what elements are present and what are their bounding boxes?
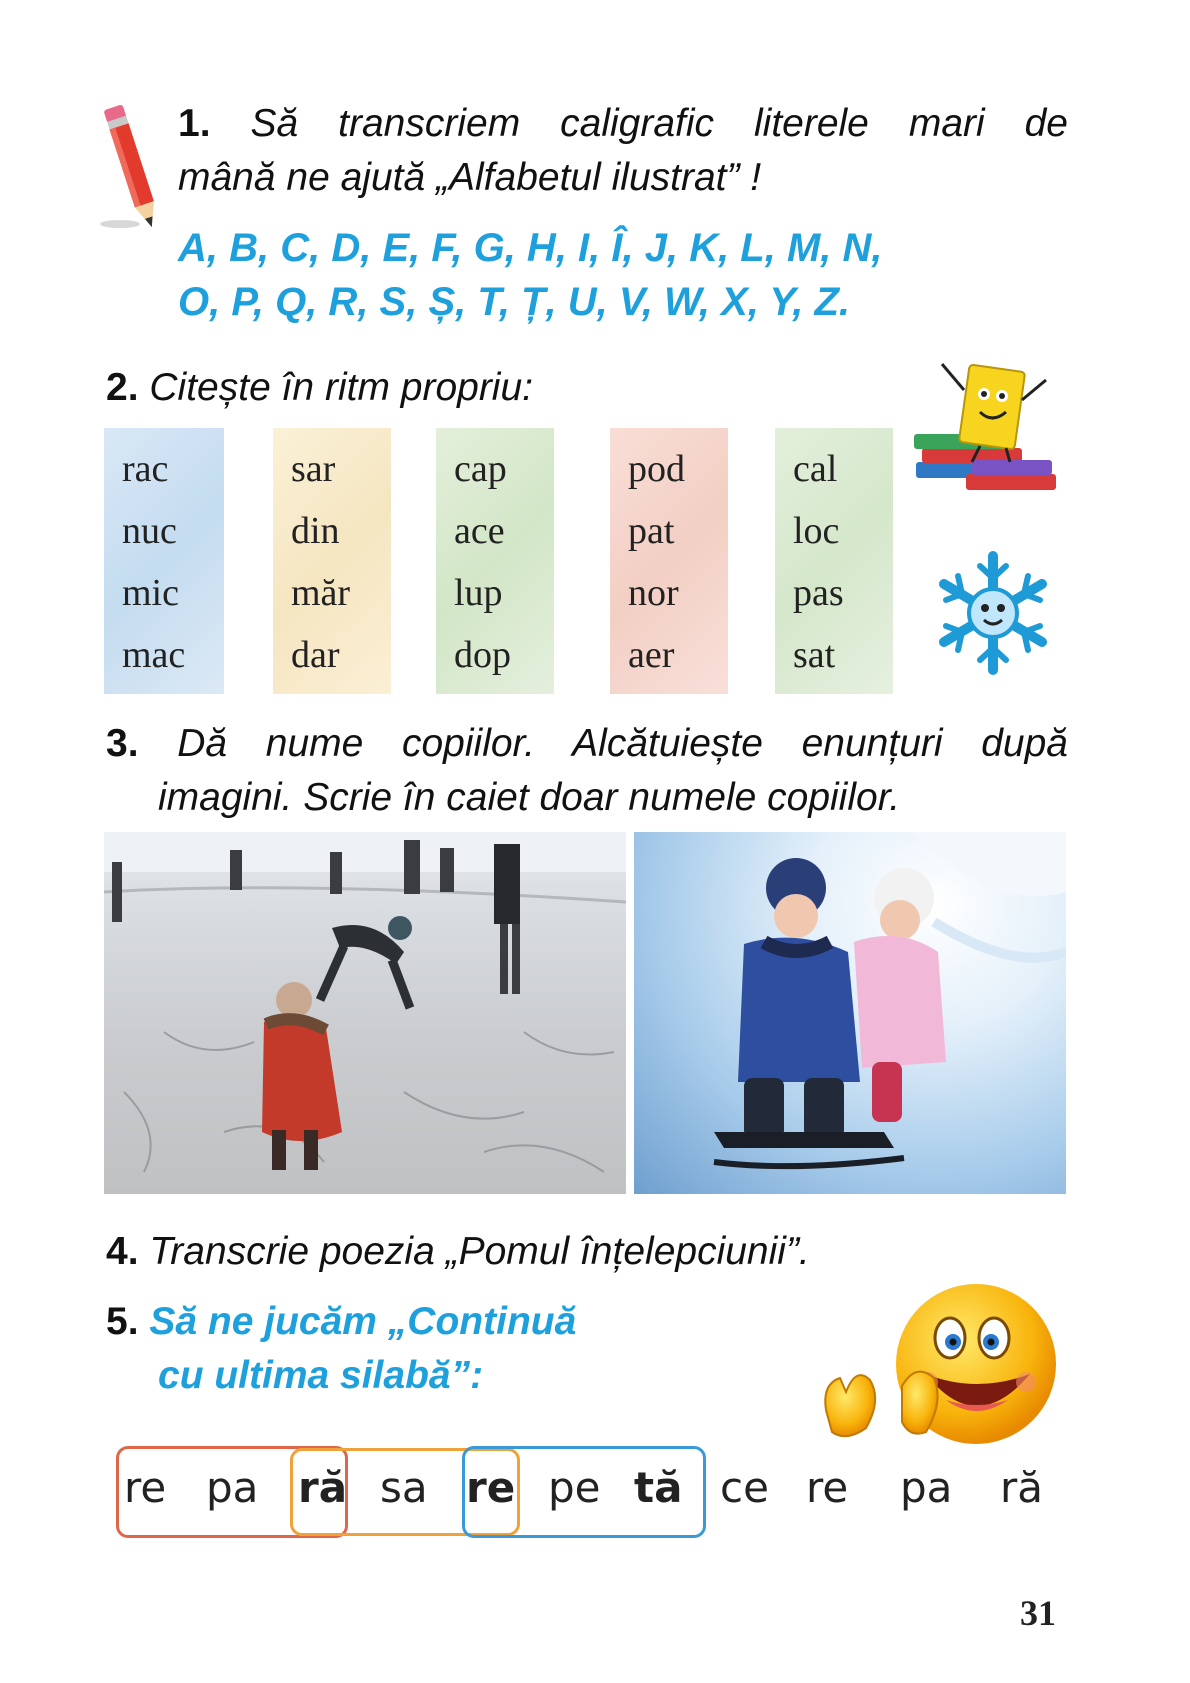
syllable: pe (548, 1463, 601, 1512)
word: măr (291, 572, 351, 614)
photo-children-playing-snow (104, 832, 626, 1194)
syllable: pa (900, 1463, 953, 1512)
word: mac (122, 634, 186, 676)
word: din (291, 510, 340, 552)
word: rac (122, 448, 169, 490)
word: cap (454, 448, 507, 490)
alphabet-line-1: A, B, C, D, E, F, G, H, I, Î, J, K, L, M, N, (178, 226, 883, 270)
exercise-3-instruction-part-2: imagini. Scrie în caiet doar numele copiilor. (158, 776, 901, 819)
exercise-5-instruction-part-1: Să ne jucăm „Continuă (149, 1300, 577, 1343)
word-column (610, 428, 728, 694)
word: dar (291, 634, 340, 676)
exercise-4-heading (106, 1226, 810, 1278)
syllable: tă (634, 1463, 683, 1512)
photo-children-on-sled (634, 832, 1066, 1194)
word-column (273, 428, 391, 694)
word: ace (454, 510, 505, 552)
word: nor (628, 572, 679, 614)
exercise-3-number: 3. (106, 722, 139, 765)
exercise-1-instruction-part-2: mână ne ajută „Alfabetul ilustrat” ! (178, 156, 762, 199)
word: sar (291, 448, 336, 490)
word: lup (454, 572, 503, 614)
syllable: pa (206, 1463, 259, 1512)
snowflake-mascot-icon (928, 548, 1058, 678)
exercise-2-instruction: Citește în ritm propriu: (149, 366, 533, 409)
pencil-icon (98, 96, 168, 236)
exercise-1-instruction-part-1: Să transcriem caligrafic literele mari de (250, 102, 1068, 145)
exercise-3-instruction-part-1: Dă nume copiilor. Alcătuiește enunțuri după (177, 722, 1068, 765)
exercise-3-line-1 (106, 718, 1068, 770)
word: sat (793, 634, 836, 676)
syllable: ră (1000, 1463, 1044, 1512)
exercise-5-instruction-part-2: cu ultima silabă”: (158, 1354, 484, 1397)
syllable: ră (298, 1463, 348, 1512)
word: pas (793, 572, 844, 614)
smiley-mascot-icon (816, 1282, 1066, 1454)
word-column (775, 428, 893, 694)
exercise-5-number: 5. (106, 1300, 139, 1343)
word: mic (122, 572, 179, 614)
syllable: re (806, 1463, 849, 1512)
word: pat (628, 510, 675, 552)
word-column (104, 428, 224, 694)
word-column (436, 428, 554, 694)
word: dop (454, 634, 511, 676)
book-mascot-icon (906, 350, 1066, 500)
syllable: ce (720, 1463, 769, 1512)
word: loc (793, 510, 840, 552)
exercise-4-number: 4. (106, 1230, 139, 1273)
exercise-2-heading (106, 362, 533, 414)
word: nuc (122, 510, 177, 552)
exercise-4-instruction: Transcrie poezia „Pomul înțelepciunii”. (149, 1230, 810, 1273)
word: pod (628, 448, 685, 490)
page-number: 31 (1020, 1593, 1056, 1633)
exercise-2-number: 2. (106, 366, 139, 409)
syllable: re (466, 1463, 516, 1512)
word: cal (793, 448, 838, 490)
word: aer (628, 634, 675, 676)
exercise-5-line-1 (106, 1296, 576, 1348)
alphabet-line-2: O, P, Q, R, S, Ș, T, Ț, U, V, W, X, Y, Z. (178, 280, 851, 324)
syllable: sa (380, 1463, 428, 1512)
exercise-1-line-1 (178, 98, 1068, 150)
syllable: re (124, 1463, 167, 1512)
exercise-1-number: 1. (178, 102, 211, 145)
